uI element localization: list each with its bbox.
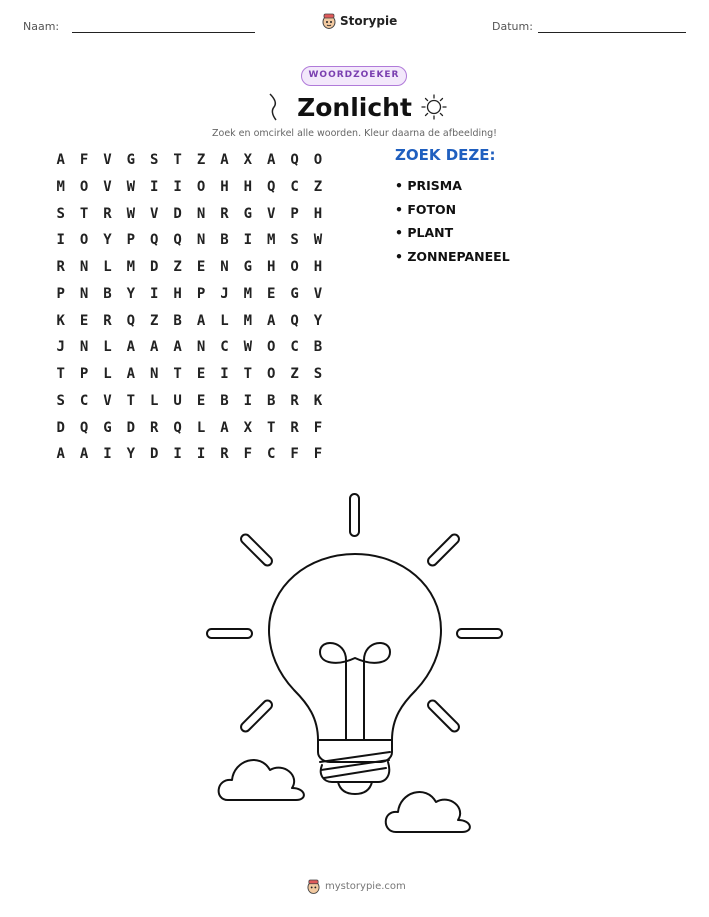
lightbulb-icon[interactable] (200, 490, 510, 840)
grid-letter[interactable]: G (243, 205, 253, 222)
grid-letter[interactable]: A (150, 339, 159, 356)
category-badge: WOORDZOEKER (301, 66, 407, 86)
word-item: • PRISMA (395, 178, 462, 193)
grid-letter[interactable]: O (266, 366, 276, 382)
grid-letter[interactable]: I (220, 366, 229, 382)
grid-letter[interactable]: P (126, 232, 136, 249)
grid-letter[interactable]: G (103, 419, 112, 436)
grid-letter[interactable]: F (243, 446, 253, 463)
grid-letter[interactable]: N (196, 205, 206, 222)
grid-letter[interactable]: R (220, 446, 229, 463)
grid-letter[interactable]: A (266, 152, 276, 168)
grid-letter[interactable]: X (243, 152, 253, 168)
grid-letter[interactable]: A (56, 446, 65, 463)
grid-letter[interactable]: N (79, 285, 89, 302)
grid-letter[interactable]: Y (126, 285, 136, 302)
grid-letter[interactable]: V (103, 178, 112, 195)
grid-letter[interactable]: Q (266, 178, 276, 195)
grid-letter[interactable]: E (196, 392, 206, 409)
sun-icon (420, 93, 448, 121)
grid-letter[interactable]: R (290, 419, 299, 436)
grid-letter[interactable]: L (103, 339, 112, 356)
grid-letter[interactable]: H (313, 259, 323, 275)
grid-letter[interactable]: F (313, 446, 323, 463)
grid-letter[interactable]: T (243, 366, 253, 382)
grid-letter[interactable]: F (290, 446, 299, 463)
grid-letter[interactable]: O (290, 259, 299, 275)
grid-letter[interactable]: T (56, 366, 65, 382)
grid-letter[interactable]: P (79, 366, 89, 382)
grid-letter[interactable]: V (266, 205, 276, 222)
grid-letter[interactable]: Q (150, 232, 159, 249)
grid-letter[interactable]: R (220, 205, 229, 222)
grid-letter[interactable]: C (290, 178, 299, 195)
grid-letter[interactable]: W (126, 205, 136, 222)
grid-letter[interactable]: W (313, 232, 323, 249)
grid-letter[interactable]: G (243, 259, 253, 275)
grid-letter[interactable]: A (220, 152, 229, 168)
grid-letter[interactable]: Z (196, 152, 206, 168)
grid-letter[interactable]: I (196, 446, 206, 463)
grid-letter[interactable]: B (313, 339, 323, 356)
grid-letter[interactable]: E (266, 285, 276, 302)
grid-letter[interactable]: W (126, 178, 136, 195)
grid-letter[interactable]: D (150, 446, 159, 463)
grid-letter[interactable]: Y (313, 312, 323, 329)
grid-letter[interactable]: T (173, 366, 182, 382)
grid-letter[interactable]: N (150, 366, 159, 382)
grid-letter[interactable]: M (266, 232, 276, 249)
name-line[interactable] (72, 32, 255, 33)
grid-letter[interactable]: Z (150, 312, 159, 329)
grid-letter[interactable]: T (126, 392, 136, 409)
name-label: Naam: (23, 20, 60, 33)
grid-letter[interactable]: A (196, 312, 206, 329)
grid-letter[interactable]: J (56, 339, 65, 356)
grid-letter[interactable]: D (173, 205, 182, 222)
grid-letter[interactable]: C (79, 392, 89, 409)
grid-letter[interactable]: N (196, 232, 206, 249)
footer-url[interactable]: mystorypie.com (325, 881, 406, 892)
grid-letter[interactable]: R (150, 419, 159, 436)
grid-letter[interactable]: Z (313, 178, 323, 195)
grid-letter[interactable]: Q (126, 312, 136, 329)
grid-letter[interactable]: N (196, 339, 206, 356)
grid-letter[interactable]: H (220, 178, 229, 195)
grid-letter[interactable]: Q (290, 152, 299, 168)
grid-letter[interactable]: G (290, 285, 299, 302)
date-label: Datum: (492, 20, 533, 33)
grid-letter[interactable]: L (196, 419, 206, 436)
word-list (395, 146, 595, 268)
grid-letter[interactable]: Q (79, 419, 89, 436)
grid-letter[interactable]: K (56, 312, 65, 329)
grid-letter[interactable]: S (56, 392, 65, 409)
grid-letter[interactable]: O (196, 178, 206, 195)
grid-letter[interactable]: O (79, 178, 89, 195)
grid-letter[interactable]: E (79, 312, 89, 329)
grid-letter[interactable]: Q (173, 232, 182, 249)
instructions: Zoek en omcirkel alle woorden. Kleur daarna de afbeelding! (212, 128, 497, 139)
grid-letter[interactable]: Z (290, 366, 299, 382)
grid-letter[interactable]: F (313, 419, 323, 436)
grid-letter[interactable]: O (79, 232, 89, 249)
grid-letter[interactable]: I (243, 232, 253, 249)
storypie-mascot-icon (307, 879, 320, 894)
grid-letter[interactable]: B (220, 392, 229, 409)
grid-letter[interactable]: P (196, 285, 206, 302)
grid-letter[interactable]: M (126, 259, 136, 275)
grid-letter[interactable]: T (79, 205, 89, 222)
grid-letter[interactable]: I (150, 285, 159, 302)
grid-letter[interactable]: M (243, 312, 253, 329)
grid-letter[interactable]: I (173, 446, 182, 463)
word-list-heading: ZOEK DEZE: (395, 146, 496, 164)
grid-letter[interactable]: I (103, 446, 112, 463)
grid-letter[interactable]: H (266, 259, 276, 275)
grid-letter[interactable]: C (290, 339, 299, 356)
grid-letter[interactable]: W (243, 339, 253, 356)
grid-letter[interactable]: A (126, 366, 136, 382)
word-item: • FOTON (395, 201, 457, 217)
grid-letter[interactable]: I (150, 178, 159, 195)
grid-letter[interactable]: V (103, 152, 112, 168)
page-title: Zonlicht (297, 93, 412, 122)
grid-letter[interactable]: R (103, 205, 112, 222)
grid-letter[interactable]: S (56, 205, 65, 222)
grid-letter[interactable]: Q (290, 312, 299, 329)
grid-letter[interactable]: A (266, 312, 276, 329)
brand-name: Storypie (340, 14, 398, 28)
grid-letter[interactable]: R (103, 312, 112, 329)
grid-letter[interactable]: I (56, 232, 65, 249)
grid-letter[interactable]: H (173, 285, 182, 302)
grid-letter[interactable]: P (290, 205, 299, 222)
grid-letter[interactable]: B (173, 312, 182, 329)
grid-letter[interactable]: P (56, 285, 65, 302)
grid-letter[interactable]: A (56, 152, 65, 168)
grid-letter[interactable]: L (150, 392, 159, 409)
word-item: • ZONNEPANEEL (395, 248, 510, 264)
grid-letter[interactable]: V (103, 392, 112, 409)
grid-letter[interactable]: V (313, 285, 323, 302)
grid-letter[interactable]: N (79, 259, 89, 275)
grid-letter[interactable]: M (56, 178, 65, 195)
grid-letter[interactable]: D (126, 419, 136, 436)
brand-logo (322, 13, 397, 29)
grid-letter[interactable]: I (173, 178, 182, 195)
grid-letter[interactable]: Y (126, 446, 136, 463)
footer (307, 879, 406, 894)
grid-letter[interactable]: T (173, 152, 182, 168)
grid-letter[interactable]: V (150, 205, 159, 222)
grid-letter[interactable]: I (243, 392, 253, 409)
grid-letter[interactable]: C (266, 446, 276, 463)
storypie-mascot-icon (322, 13, 336, 29)
grid-letter[interactable]: J (220, 285, 229, 302)
grid-letter[interactable]: E (196, 366, 206, 382)
grid-letter[interactable]: L (103, 259, 112, 275)
word-search-grid[interactable] (49, 147, 330, 468)
grid-letter[interactable]: U (173, 392, 182, 409)
grid-letter[interactable]: X (243, 419, 253, 436)
grid-letter[interactable]: C (220, 339, 229, 356)
grid-letter[interactable]: G (126, 152, 136, 168)
grid-letter[interactable]: L (103, 366, 112, 382)
grid-letter[interactable]: A (126, 339, 136, 356)
grid-letter[interactable]: T (266, 419, 276, 436)
grid-letter[interactable]: L (220, 312, 229, 329)
grid-letter[interactable]: D (56, 419, 65, 436)
grid-letter[interactable]: N (220, 259, 229, 275)
grid-letter[interactable]: K (313, 392, 323, 409)
grid-letter[interactable]: S (290, 232, 299, 249)
grid-letter[interactable]: E (196, 259, 206, 275)
grid-letter[interactable]: R (56, 259, 65, 275)
grid-letter[interactable]: Z (173, 259, 182, 275)
grid-letter[interactable]: A (220, 419, 229, 436)
grid-letter[interactable]: D (150, 259, 159, 275)
grid-letter[interactable]: A (173, 339, 182, 356)
grid-letter[interactable]: F (79, 152, 89, 168)
grid-letter[interactable]: H (243, 178, 253, 195)
grid-letter[interactable]: A (79, 446, 89, 463)
grid-letter[interactable]: H (313, 205, 323, 222)
grid-letter[interactable]: M (243, 285, 253, 302)
date-line[interactable] (538, 32, 686, 33)
grid-letter[interactable]: N (79, 339, 89, 356)
grid-letter[interactable]: B (266, 392, 276, 409)
grid-letter[interactable]: S (150, 152, 159, 168)
grid-letter[interactable]: S (313, 366, 323, 382)
grid-letter[interactable]: Y (103, 232, 112, 249)
grid-letter[interactable]: B (220, 232, 229, 249)
word-item: • PLANT (395, 225, 454, 240)
grid-letter[interactable]: O (313, 152, 323, 168)
grid-letter[interactable]: Q (173, 419, 182, 436)
grid-letter[interactable]: R (290, 392, 299, 409)
grid-letter[interactable]: B (103, 285, 112, 302)
grid-letter[interactable]: O (266, 339, 276, 356)
